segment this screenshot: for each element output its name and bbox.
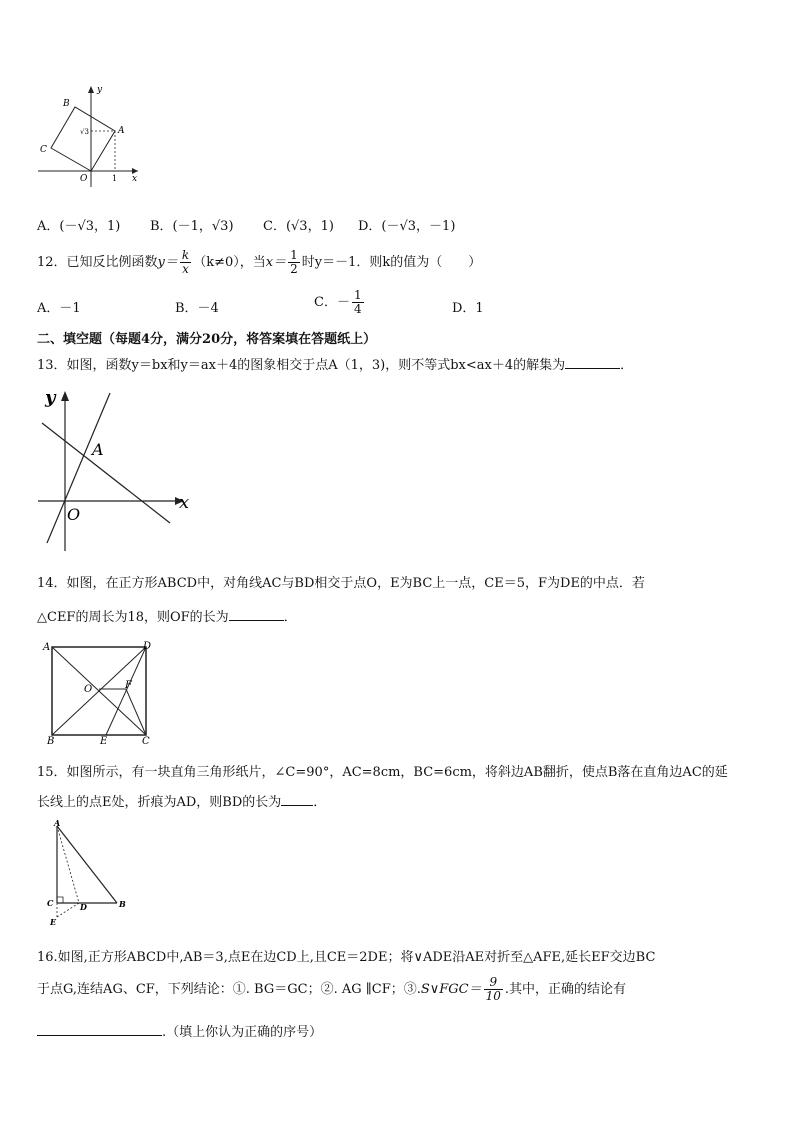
label-F: F [125, 680, 132, 691]
figure-q11-square-on-axes [30, 82, 150, 192]
label-D: D [143, 641, 152, 652]
question-16-line-3 [37, 1021, 322, 1040]
option-a-q12[interactable]: A．－1 [37, 301, 81, 316]
option-b-q12[interactable]: B．－4 [175, 301, 219, 316]
label-C: C [47, 898, 54, 908]
q12-fraction-one-half: $\frac{1}{2}$ [290, 248, 298, 276]
label-A: A [54, 818, 61, 828]
option-c-q12[interactable] [314, 288, 366, 318]
label-O: O [80, 174, 88, 184]
label-x: x [132, 174, 138, 184]
question-15-line-1: 15．如图所示，有一块直角三角形纸片，∠C=90°，AC=8cm，BC=6cm，将斜边AB翻折，使点B落在直角边AC的延 [37, 765, 728, 780]
q16-fraction-9-10: $\frac{9}{10}$ [485, 975, 501, 1003]
option-d-q11[interactable]: D．(－√3，－1) [358, 219, 456, 234]
question-14-line-1: 14．如图，在正方形ABCD中，对角线AC与BD相交于点O，E为BC上一点，CE＝5，F为DE的中点．若 [37, 576, 645, 591]
q12-x-eq: x＝ [265, 255, 287, 270]
figure-q14-square [40, 638, 160, 746]
q16-area-expression: S∨FGC＝ [420, 982, 482, 997]
label-C: C [142, 736, 150, 746]
label-B: B [119, 899, 126, 909]
q14-answer-blank[interactable] [229, 620, 284, 621]
question-16-line-2 [37, 975, 626, 1005]
option-c-q12-fraction: $\frac{1}{4}$ [353, 288, 362, 316]
label-D: D [80, 902, 87, 912]
label-sqrt3: √3 [80, 128, 89, 136]
label-y: y [97, 85, 103, 95]
question-15-line-2: 长线上的点E处，折痕为AD，则BD的长为 ． [37, 795, 327, 810]
q15-text: 长线上的点E处，折痕为AD，则BD的长为 [37, 795, 282, 810]
option-b-q11[interactable]: B．(－1，√3) [150, 219, 234, 234]
label-O: O [67, 505, 81, 524]
label-O: O [84, 684, 93, 695]
q13-text: 13．如图，函数y＝bx和y＝ax＋4的图象相交于点A（1，3)，则不等式bx<ax＋4的解集为 [37, 358, 566, 373]
question-14-line-2: △CEF的周长为18，则OF的长为 ． [37, 610, 297, 625]
option-a-q11[interactable]: A．(－√3，1) [37, 219, 121, 234]
q15-answer-blank[interactable] [281, 805, 313, 806]
label-C: C [40, 145, 47, 155]
q16-conclusions: 于点G,连结AG、CF，下列结论：①. BG＝GC；②. AG ∥CF；③. [37, 982, 421, 997]
q12-fraction-k-over-x: $\frac{k}{x}$ [181, 248, 190, 276]
q12-tail: 时y＝－1．则k的值为（ ） [301, 255, 482, 270]
figure-q15-right-triangle [40, 815, 140, 933]
question-16-line-1: 16.如图,正方形ABCD中,AB＝3,点E在边CD上,且CE＝2DE；将∨ADE沿AE对折至△AFE,延长EF交边BC [37, 950, 656, 965]
q13-answer-blank[interactable] [565, 368, 620, 369]
option-c-q12-prefix: C．－ [314, 295, 350, 310]
section-2-header: 二、填空题（每题4分，满分20分，将答案填在答题纸上） [37, 332, 377, 347]
q16-answer-blank[interactable] [37, 1035, 162, 1036]
q14-text: △CEF的周长为18，则OF的长为 [37, 610, 229, 625]
label-A: A [43, 642, 51, 653]
q12-prefix: 12．已知反比例函数 [37, 255, 158, 270]
option-c-q11[interactable]: C．(√3，1) [263, 219, 334, 234]
q16-tail: .其中，正确的结论有 [504, 982, 627, 997]
option-d-q12[interactable]: D．1 [452, 301, 484, 316]
q12-condition: （k≠0），当 [193, 255, 266, 270]
label-E: E [100, 736, 108, 746]
figure-q13-linear-graphs [30, 383, 200, 555]
label-A: A [92, 440, 104, 459]
q12-y-eq: y＝ [157, 255, 178, 270]
label-A: A [118, 126, 125, 136]
label-B: B [63, 99, 70, 109]
question-13: 13．如图，函数y＝bx和y＝ax＋4的图象相交于点A（1，3)，则不等式bx<ax＋4的解集为 ． [37, 358, 634, 373]
label-B: B [47, 736, 55, 746]
label-E: E [50, 917, 57, 927]
label-one: 1 [112, 174, 118, 183]
question-12 [37, 248, 481, 278]
label-y: y [45, 387, 56, 408]
q16-instruction: .（填上你认为正确的序号） [162, 1025, 323, 1040]
label-x: x [179, 492, 190, 513]
